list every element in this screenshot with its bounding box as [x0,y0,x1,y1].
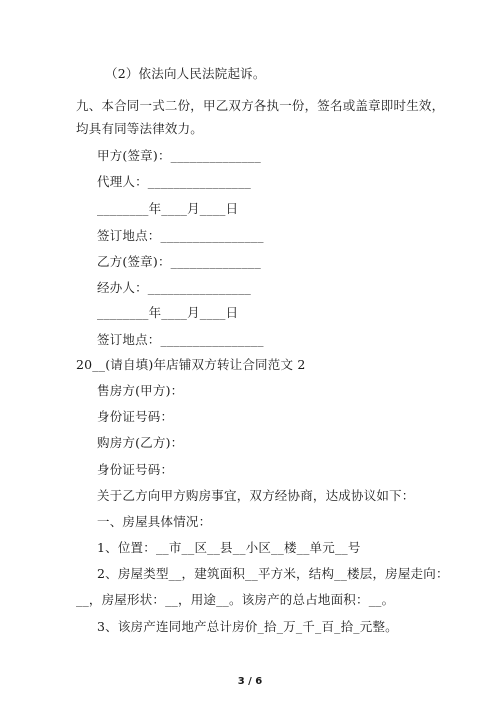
text-line: __，房屋形状：__，用途__。该房产的总占地面积：__。 [76,592,395,607]
page-number: 3 / 6 [237,676,263,687]
text-line: 身份证号码： [97,462,174,477]
text-line: 关于乙方向甲方购房事宜，双方经协商，达成协议如下： [97,488,415,503]
text-line: （2）依法向人民法院起诉。 [105,66,266,81]
text-line: 代理人：________________ [97,174,252,189]
text-line: ________年____月____日 [97,201,239,216]
text-line: 一、房屋具体情况： [97,514,212,529]
text-line: 2、房屋类型__，建筑面积__平方米，结构__楼层，房屋走向： [97,566,449,581]
text-line: 1、位置：__市__区__县__小区__楼__单元__号 [97,540,361,555]
text-line: 身份证号码： [97,409,174,424]
text-line: 售房方(甲方)： [97,383,184,398]
text-line: 签订地点：________________ [97,228,264,243]
text-line: 3、该房产连同地产总计房价_拾_万_千_百_拾_元整。 [97,619,398,634]
text-line: 购房方(乙方)： [97,435,184,450]
text-line: 签订地点：________________ [97,332,264,347]
text-line: 乙方(签章)：______________ [97,254,261,269]
text-line: 甲方(签章)：______________ [97,148,261,163]
text-line: 经办人：________________ [97,280,252,295]
section-heading: 20__(请自填)年店铺双方转让合同范文 2 [76,357,306,372]
text-line: ________年____月____日 [97,305,239,320]
text-line: 九、本合同一式二份，甲乙双方各执一份，签名或盖章即时生效， [76,98,445,113]
text-line: 均具有同等法律效力。 [76,121,204,136]
